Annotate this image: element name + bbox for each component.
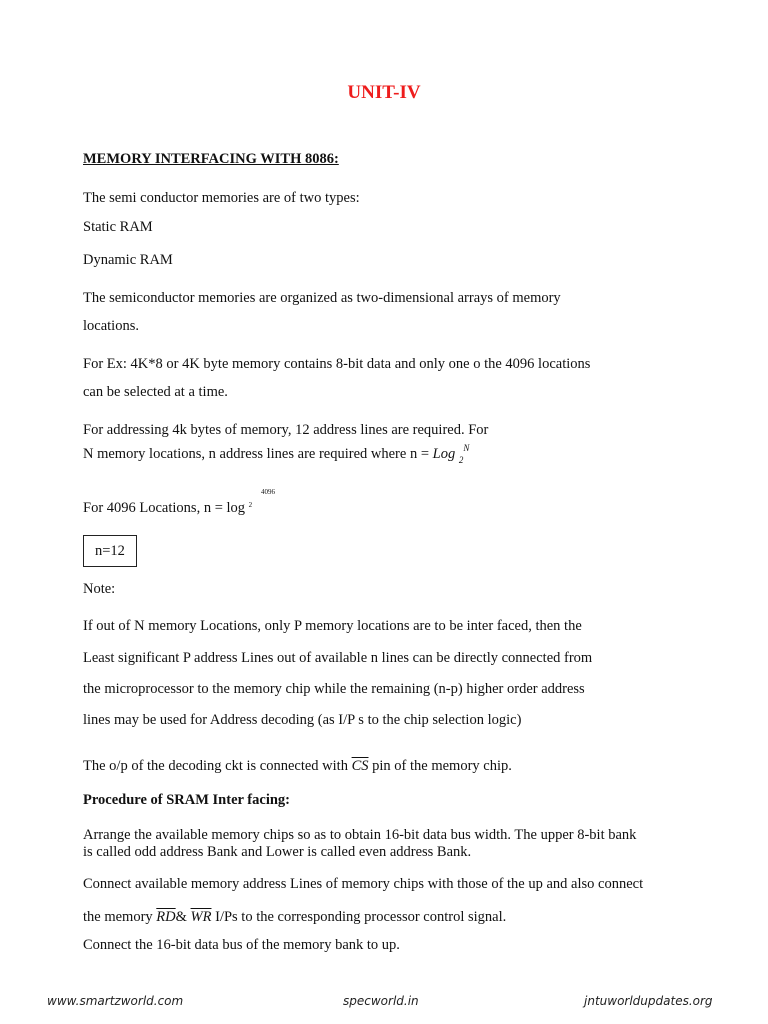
addressing-line-1: For addressing 4k bytes of memory, 12 address lines are required. For <box>83 422 489 438</box>
log-term: Log <box>432 446 456 462</box>
note-label: Note: <box>83 581 116 597</box>
decoding-prefix: The o/p of the decoding ckt is connected with <box>83 758 352 774</box>
result-box: n=12 <box>83 535 137 567</box>
locations-subscript: 2 <box>248 501 253 509</box>
decoding-line <box>83 757 512 775</box>
footer-center-link[interactable]: specworld.in <box>343 994 419 1008</box>
connect-line-2-prefix: the memory <box>83 909 157 925</box>
cs-signal: $\overline{CS}$ <box>351 758 369 774</box>
log-exponent: N <box>463 443 470 453</box>
arrange-line-1: Arrange the available memory chips so as to obtain 16-bit data bus width. The upper 8-bit bank <box>83 827 637 843</box>
connect-line-1: Connect available memory address Lines of memory chips with those of the up and also connect <box>83 876 644 892</box>
connect-line-2 <box>83 908 506 926</box>
example-line-2: can be selected at a time. <box>83 384 228 400</box>
decoding-suffix: pin of the memory chip. <box>368 758 512 774</box>
organized-line-2: locations. <box>83 318 139 334</box>
static-ram-item: Static RAM <box>83 219 153 235</box>
intro-text: The semi conductor memories are of two types: <box>83 190 360 206</box>
note-line-1: If out of N memory Locations, only P memory locations are to be inter faced, then the <box>83 618 582 634</box>
rd-signal: $\overline{RD}$ <box>156 909 176 925</box>
note-line-2: Least significant P address Lines out of available n lines can be directly connected from <box>83 650 593 666</box>
locations-prefix: For 4096 Locations, n = log <box>83 500 246 516</box>
note-line-3: the microprocessor to the memory chip while the remaining (n-p) higher order address <box>83 681 585 697</box>
addressing-line-2-prefix: N memory locations, n address lines are required where n = <box>83 446 433 462</box>
log-base: 2 <box>458 455 464 465</box>
section-heading: MEMORY INTERFACING WITH 8086: <box>83 151 339 167</box>
locations-superscript: 4096 <box>261 488 275 496</box>
addressing-line-2 <box>83 445 469 464</box>
connect-line-2-suffix: I/Ps to the corresponding processor control signal. <box>211 909 507 925</box>
locations-line <box>83 499 252 519</box>
databus-line: Connect the 16-bit data bus of the memory bank to up. <box>83 937 400 953</box>
dynamic-ram-item: Dynamic RAM <box>83 252 173 268</box>
procedure-heading: Procedure of SRAM Inter facing: <box>83 792 290 808</box>
footer-left-link[interactable]: www.smartzworld.com <box>47 994 184 1008</box>
arrange-line-2: is called odd address Bank and Lower is called even address Bank. <box>83 844 472 860</box>
organized-line-1: The semiconductor memories are organized as two-dimensional arrays of memory <box>83 290 561 306</box>
unit-title: UNIT-IV <box>347 82 421 103</box>
connect-ampersand: & <box>175 909 191 925</box>
wr-signal: $\overline{WR}$ <box>190 909 212 925</box>
example-line-1: For Ex: 4K*8 or 4K byte memory contains 8-bit data and only one o the 4096 locations <box>83 356 591 372</box>
note-line-4: lines may be used for Address decoding (as I/P s to the chip selection logic) <box>83 712 522 728</box>
footer-right-link[interactable]: jntuworldupdates.org <box>584 994 713 1008</box>
